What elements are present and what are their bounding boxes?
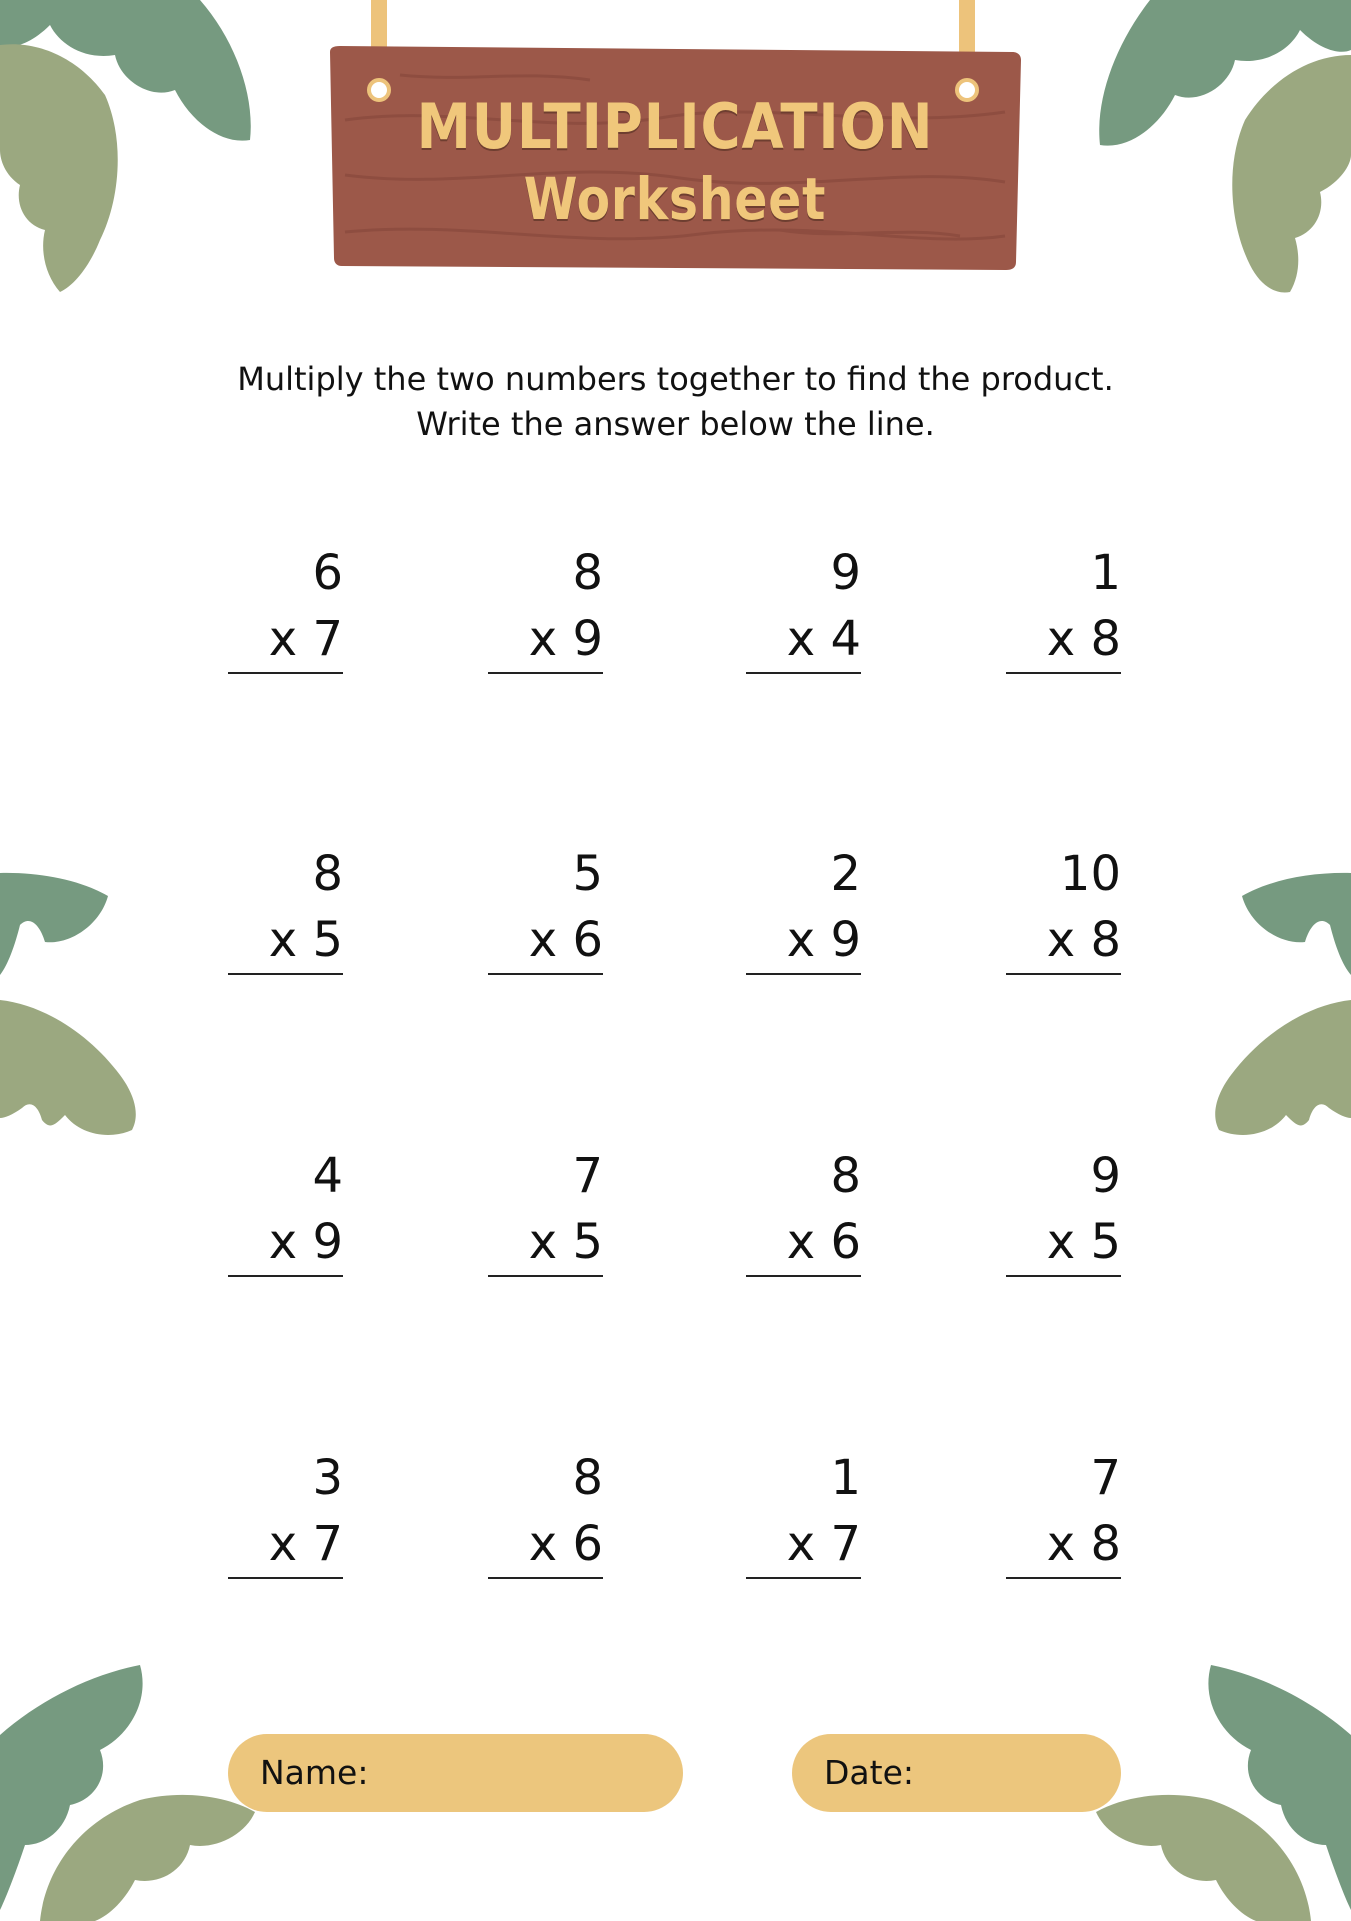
problem-multiplicand: 1 <box>830 1450 861 1506</box>
answer-line <box>746 1275 861 1277</box>
problem <box>488 1148 603 1268</box>
answer-line <box>228 1275 343 1277</box>
date-label: Date: <box>824 1753 914 1792</box>
problem-multiplier: x 6 <box>528 912 603 968</box>
answer-line <box>1006 1275 1121 1277</box>
problem-multiplicand: 2 <box>830 846 861 902</box>
problem <box>228 1148 343 1268</box>
instructions-line-1: Multiply the two numbers together to find the product. <box>237 360 1114 398</box>
leaf-bottom-left-icon <box>0 1665 255 1921</box>
problem-multiplier: x 9 <box>786 912 861 968</box>
problem-multiplier: x 7 <box>786 1516 861 1572</box>
answer-line <box>228 973 343 975</box>
problem-multiplicand: 7 <box>572 1148 603 1204</box>
date-field[interactable] <box>792 1734 1121 1812</box>
problem <box>1006 1450 1121 1570</box>
leaf-mid-right-icon <box>1215 873 1351 1135</box>
problem-multiplier: x 8 <box>1046 1516 1121 1572</box>
problem <box>488 846 603 966</box>
problem-multiplier: x 4 <box>786 611 861 667</box>
answer-line <box>228 672 343 674</box>
problem-multiplier: x 9 <box>528 611 603 667</box>
problem-multiplicand: 8 <box>312 846 343 902</box>
problem-multiplicand: 8 <box>830 1148 861 1204</box>
sign-title: MULTIPLICATION <box>416 90 934 163</box>
problem-multiplier: x 6 <box>528 1516 603 1572</box>
problem-multiplicand: 6 <box>312 545 343 601</box>
instructions <box>0 357 1351 447</box>
problem-multiplicand: 5 <box>572 846 603 902</box>
answer-line <box>1006 973 1121 975</box>
problem-multiplier: x 5 <box>1046 1214 1121 1270</box>
problem <box>228 545 343 665</box>
problem-multiplier: x 8 <box>1046 611 1121 667</box>
problem-multiplier: x 9 <box>268 1214 343 1270</box>
problem-multiplier: x 5 <box>528 1214 603 1270</box>
problem-multiplier: x 5 <box>268 912 343 968</box>
sign-subtitle: Worksheet <box>523 165 827 233</box>
problem <box>746 846 861 966</box>
leaf-bottom-right-icon <box>1096 1665 1351 1921</box>
problem <box>746 1148 861 1268</box>
problem <box>488 545 603 665</box>
problem-multiplicand: 9 <box>830 545 861 601</box>
problem-multiplicand: 9 <box>1090 1148 1121 1204</box>
problem-multiplicand: 4 <box>312 1148 343 1204</box>
problem-multiplicand: 3 <box>312 1450 343 1506</box>
answer-line <box>488 672 603 674</box>
problem-multiplicand: 8 <box>572 545 603 601</box>
answer-line <box>488 1577 603 1579</box>
problem-multiplicand: 1 <box>1090 545 1121 601</box>
problem <box>1006 1148 1121 1268</box>
problem <box>228 846 343 966</box>
problem <box>1006 545 1121 665</box>
problem <box>488 1450 603 1570</box>
problem <box>228 1450 343 1570</box>
name-label: Name: <box>260 1753 369 1792</box>
problem-multiplicand: 7 <box>1090 1450 1121 1506</box>
answer-line <box>1006 1577 1121 1579</box>
problem-multiplier: x 7 <box>268 1516 343 1572</box>
answer-line <box>228 1577 343 1579</box>
answer-line <box>746 973 861 975</box>
answer-line <box>488 1275 603 1277</box>
problem <box>746 1450 861 1570</box>
leaf-mid-left-icon <box>0 873 136 1135</box>
answer-line <box>1006 672 1121 674</box>
instructions-line-2: Write the answer below the line. <box>416 405 935 443</box>
answer-line <box>488 973 603 975</box>
problem <box>746 545 861 665</box>
answer-line <box>746 672 861 674</box>
problem-multiplier: x 6 <box>786 1214 861 1270</box>
answer-line <box>746 1577 861 1579</box>
name-field[interactable] <box>228 1734 683 1812</box>
problem-multiplier: x 8 <box>1046 912 1121 968</box>
problem-multiplicand: 8 <box>572 1450 603 1506</box>
problem-multiplier: x 7 <box>268 611 343 667</box>
problem <box>1006 846 1121 966</box>
problem-multiplicand: 10 <box>1059 846 1121 902</box>
